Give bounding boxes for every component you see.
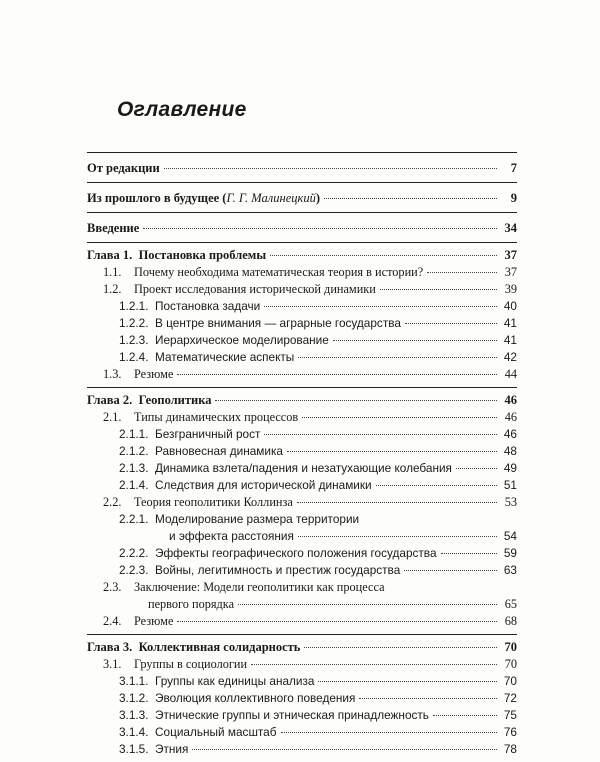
entry-page: 37 <box>504 248 517 262</box>
section-number: 3.1.5. <box>119 742 149 756</box>
toc-section[interactable] <box>87 366 517 383</box>
toc-subsection[interactable] <box>87 724 517 741</box>
section-number: 2.2.3. <box>119 563 149 577</box>
entry-page: 68 <box>504 614 517 628</box>
chapter-3-group <box>87 635 517 762</box>
toc-subsection[interactable] <box>87 545 517 562</box>
chapter-name: Постановка проблемы <box>138 248 267 262</box>
dot-leader <box>324 198 497 199</box>
section-title: Группы в социологии <box>134 657 248 671</box>
dot-leader <box>297 502 497 503</box>
toc-subsection[interactable] <box>87 477 517 494</box>
toc-subsection[interactable] <box>87 349 517 366</box>
section-title: Динамика взлета/падения и незатухающие колебания <box>155 461 452 475</box>
dot-leader <box>251 664 497 665</box>
section-number: 3.1.3. <box>119 708 149 722</box>
toc-section[interactable] <box>87 264 517 281</box>
section-title: Группы как единицы анализа <box>155 674 315 688</box>
section-title: Социальный масштаб <box>155 725 277 739</box>
toc-subsection[interactable] <box>87 298 517 315</box>
toc-entry-past-to-future[interactable] <box>87 183 517 212</box>
chapter-number: Глава 2. <box>87 393 133 407</box>
section-number: 3.1. <box>103 657 122 671</box>
entry-page: 46 <box>503 427 517 441</box>
toc-chapter-1[interactable] <box>87 246 517 264</box>
entry-title: Введение <box>87 221 140 235</box>
entry-page: 70 <box>504 657 517 671</box>
dot-leader <box>270 255 497 256</box>
entry-page: 48 <box>503 444 517 458</box>
entry-title-text: Из прошлого в будущее <box>87 191 220 205</box>
entry-page: 7 <box>510 161 517 175</box>
toc-subsection[interactable] <box>87 673 517 690</box>
dot-leader <box>380 289 497 290</box>
entry-title: Из прошлого в будущее (Г. Г. Малинецкий) <box>87 191 321 205</box>
dot-leader <box>456 468 497 469</box>
dot-leader <box>298 357 497 358</box>
section-title: Теория геополитики Коллинза <box>134 495 293 509</box>
dot-leader <box>177 621 497 622</box>
section-title: Почему необходима математическая теория в истории? <box>134 265 424 279</box>
entry-page: 49 <box>503 461 517 475</box>
section-number: 2.2. <box>103 495 122 509</box>
toc-subsection[interactable] <box>87 707 517 724</box>
section-number: 2.2.2. <box>119 546 149 560</box>
section-title: Равновесная динамика <box>155 444 283 458</box>
dot-leader <box>318 681 497 682</box>
toc-section[interactable] <box>87 579 517 613</box>
entry-page: 59 <box>503 546 517 560</box>
section-title: Безграничный рост <box>155 427 261 441</box>
entry-page: 39 <box>504 282 517 296</box>
dot-leader <box>298 536 497 537</box>
chapter-name: Коллективная солидарность <box>138 640 301 654</box>
dot-leader <box>404 570 497 571</box>
chapter-1-group <box>87 243 517 387</box>
toc-subsection[interactable] <box>87 690 517 707</box>
section-number: 1.3. <box>103 367 122 381</box>
entry-page: 65 <box>504 597 517 611</box>
entry-page: 76 <box>503 725 517 739</box>
entry-page: 44 <box>504 367 517 381</box>
section-title: Типы динамических процессов <box>134 410 299 424</box>
dot-leader <box>143 228 497 229</box>
dot-leader <box>405 323 497 324</box>
section-number: 3.1.2. <box>119 691 149 705</box>
section-title: Эффекты географического положения государства <box>155 546 437 560</box>
section-title: Эволюция коллективного поведения <box>155 691 356 705</box>
toc-subsection[interactable] <box>87 511 517 545</box>
section-number: 1.2.4. <box>119 350 149 364</box>
section-number: 2.2.1. <box>119 512 149 526</box>
dot-leader <box>333 340 497 341</box>
toc-subsection[interactable] <box>87 562 517 579</box>
toc-chapter-2[interactable] <box>87 391 517 409</box>
dot-leader <box>215 400 497 401</box>
dot-leader <box>376 485 497 486</box>
page-title: Оглавление <box>117 98 247 121</box>
entry-page: 34 <box>504 221 517 235</box>
chapter-name: Геополитика <box>138 393 212 407</box>
toc-subsection[interactable] <box>87 460 517 477</box>
entry-page: 70 <box>504 640 517 654</box>
toc-subsection[interactable] <box>87 443 517 460</box>
section-title: В центре внимания — аграрные государства <box>155 316 401 330</box>
entry-page: 42 <box>503 350 517 364</box>
entry-page: 9 <box>510 191 517 205</box>
entry-page: 54 <box>503 529 517 543</box>
chapter-2-group <box>87 388 517 634</box>
dot-leader <box>281 732 498 733</box>
entry-page: 72 <box>503 691 517 705</box>
section-number: 1.2. <box>103 282 122 296</box>
section-number: 1.2.2. <box>119 316 149 330</box>
section-title-block <box>155 511 501 545</box>
entry-page: 75 <box>503 708 517 722</box>
entry-page: 78 <box>503 742 517 756</box>
dot-leader <box>433 715 497 716</box>
chapter-number: Глава 1. <box>87 248 133 262</box>
toc-subsection[interactable] <box>87 426 517 443</box>
section-number: 2.1.4. <box>119 478 149 492</box>
entry-page: 40 <box>503 299 517 313</box>
dot-leader <box>264 434 497 435</box>
section-title: Постановка задачи <box>155 299 261 313</box>
section-number: 2.1.1. <box>119 427 149 441</box>
section-title: Заключение: Модели геополитики как процесса <box>134 580 385 594</box>
section-title-continued: первого порядка <box>148 597 235 611</box>
toc-section[interactable] <box>87 281 517 298</box>
entry-page: 46 <box>504 410 517 424</box>
chapter-title <box>87 638 300 656</box>
section-number: 1.2.1. <box>119 299 149 313</box>
dot-leader <box>264 306 497 307</box>
toc-entry-introduction[interactable] <box>87 213 517 242</box>
section-number: 3.1.4. <box>119 725 149 739</box>
toc-section[interactable] <box>87 656 517 673</box>
toc-subsection[interactable] <box>87 332 517 349</box>
section-title-line2 <box>155 528 501 545</box>
toc-entry-editorial[interactable] <box>87 153 517 182</box>
dot-leader <box>177 374 497 375</box>
dot-leader <box>427 272 497 273</box>
section-number: 2.1. <box>103 410 122 424</box>
entry-page: 53 <box>504 495 517 509</box>
section-number: 2.3. <box>103 580 122 594</box>
section-number: 3.1.1. <box>119 674 149 688</box>
entry-title: От редакции <box>87 161 160 175</box>
toc-subsection[interactable] <box>87 315 517 332</box>
section-number: 2.4. <box>103 614 122 628</box>
section-title: Моделирование размера территории <box>155 512 360 526</box>
toc-section[interactable] <box>87 409 517 426</box>
entry-page: 63 <box>503 563 517 577</box>
entry-page: 51 <box>503 478 517 492</box>
chapter-title <box>87 246 266 264</box>
dot-leader <box>441 553 497 554</box>
entry-page: 37 <box>504 265 517 279</box>
dot-leader <box>304 647 497 648</box>
entry-page: 70 <box>503 674 517 688</box>
section-title: Этния <box>155 742 189 756</box>
section-title: Резюме <box>134 367 174 381</box>
section-number: 1.1. <box>103 265 122 279</box>
section-number: 1.2.3. <box>119 333 149 347</box>
section-title: Математические аспекты <box>155 350 295 364</box>
dot-leader <box>164 168 497 169</box>
section-title: Проект исследования исторической динамики <box>134 282 376 296</box>
toc-chapter-3[interactable] <box>87 638 517 656</box>
entry-page: 41 <box>503 316 517 330</box>
section-title: Следствия для исторической динамики <box>155 478 372 492</box>
entry-author: Г. Г. Малинецкий <box>226 191 316 205</box>
dot-leader <box>287 451 497 452</box>
chapter-title <box>87 391 211 409</box>
table-of-contents <box>87 152 517 762</box>
section-title-line2 <box>134 596 501 613</box>
chapter-number: Глава 3. <box>87 640 133 654</box>
section-title: Иерархическое моделирование <box>155 333 329 347</box>
entry-page: 46 <box>504 393 517 407</box>
section-title: Войны, легитимность и престиж государства <box>155 563 401 577</box>
entry-page: 41 <box>503 333 517 347</box>
section-title: Резюме <box>134 614 174 628</box>
section-title: Этнические группы и этническая принадлежность <box>155 708 429 722</box>
section-number: 2.1.3. <box>119 461 149 475</box>
section-title-block <box>134 579 501 613</box>
section-title-continued: и эффекта расстояния <box>169 529 294 543</box>
dot-leader <box>359 698 497 699</box>
dot-leader <box>302 417 497 418</box>
section-number: 2.1.2. <box>119 444 149 458</box>
toc-section[interactable] <box>87 613 517 630</box>
dot-leader <box>238 604 497 605</box>
toc-section[interactable] <box>87 494 517 511</box>
